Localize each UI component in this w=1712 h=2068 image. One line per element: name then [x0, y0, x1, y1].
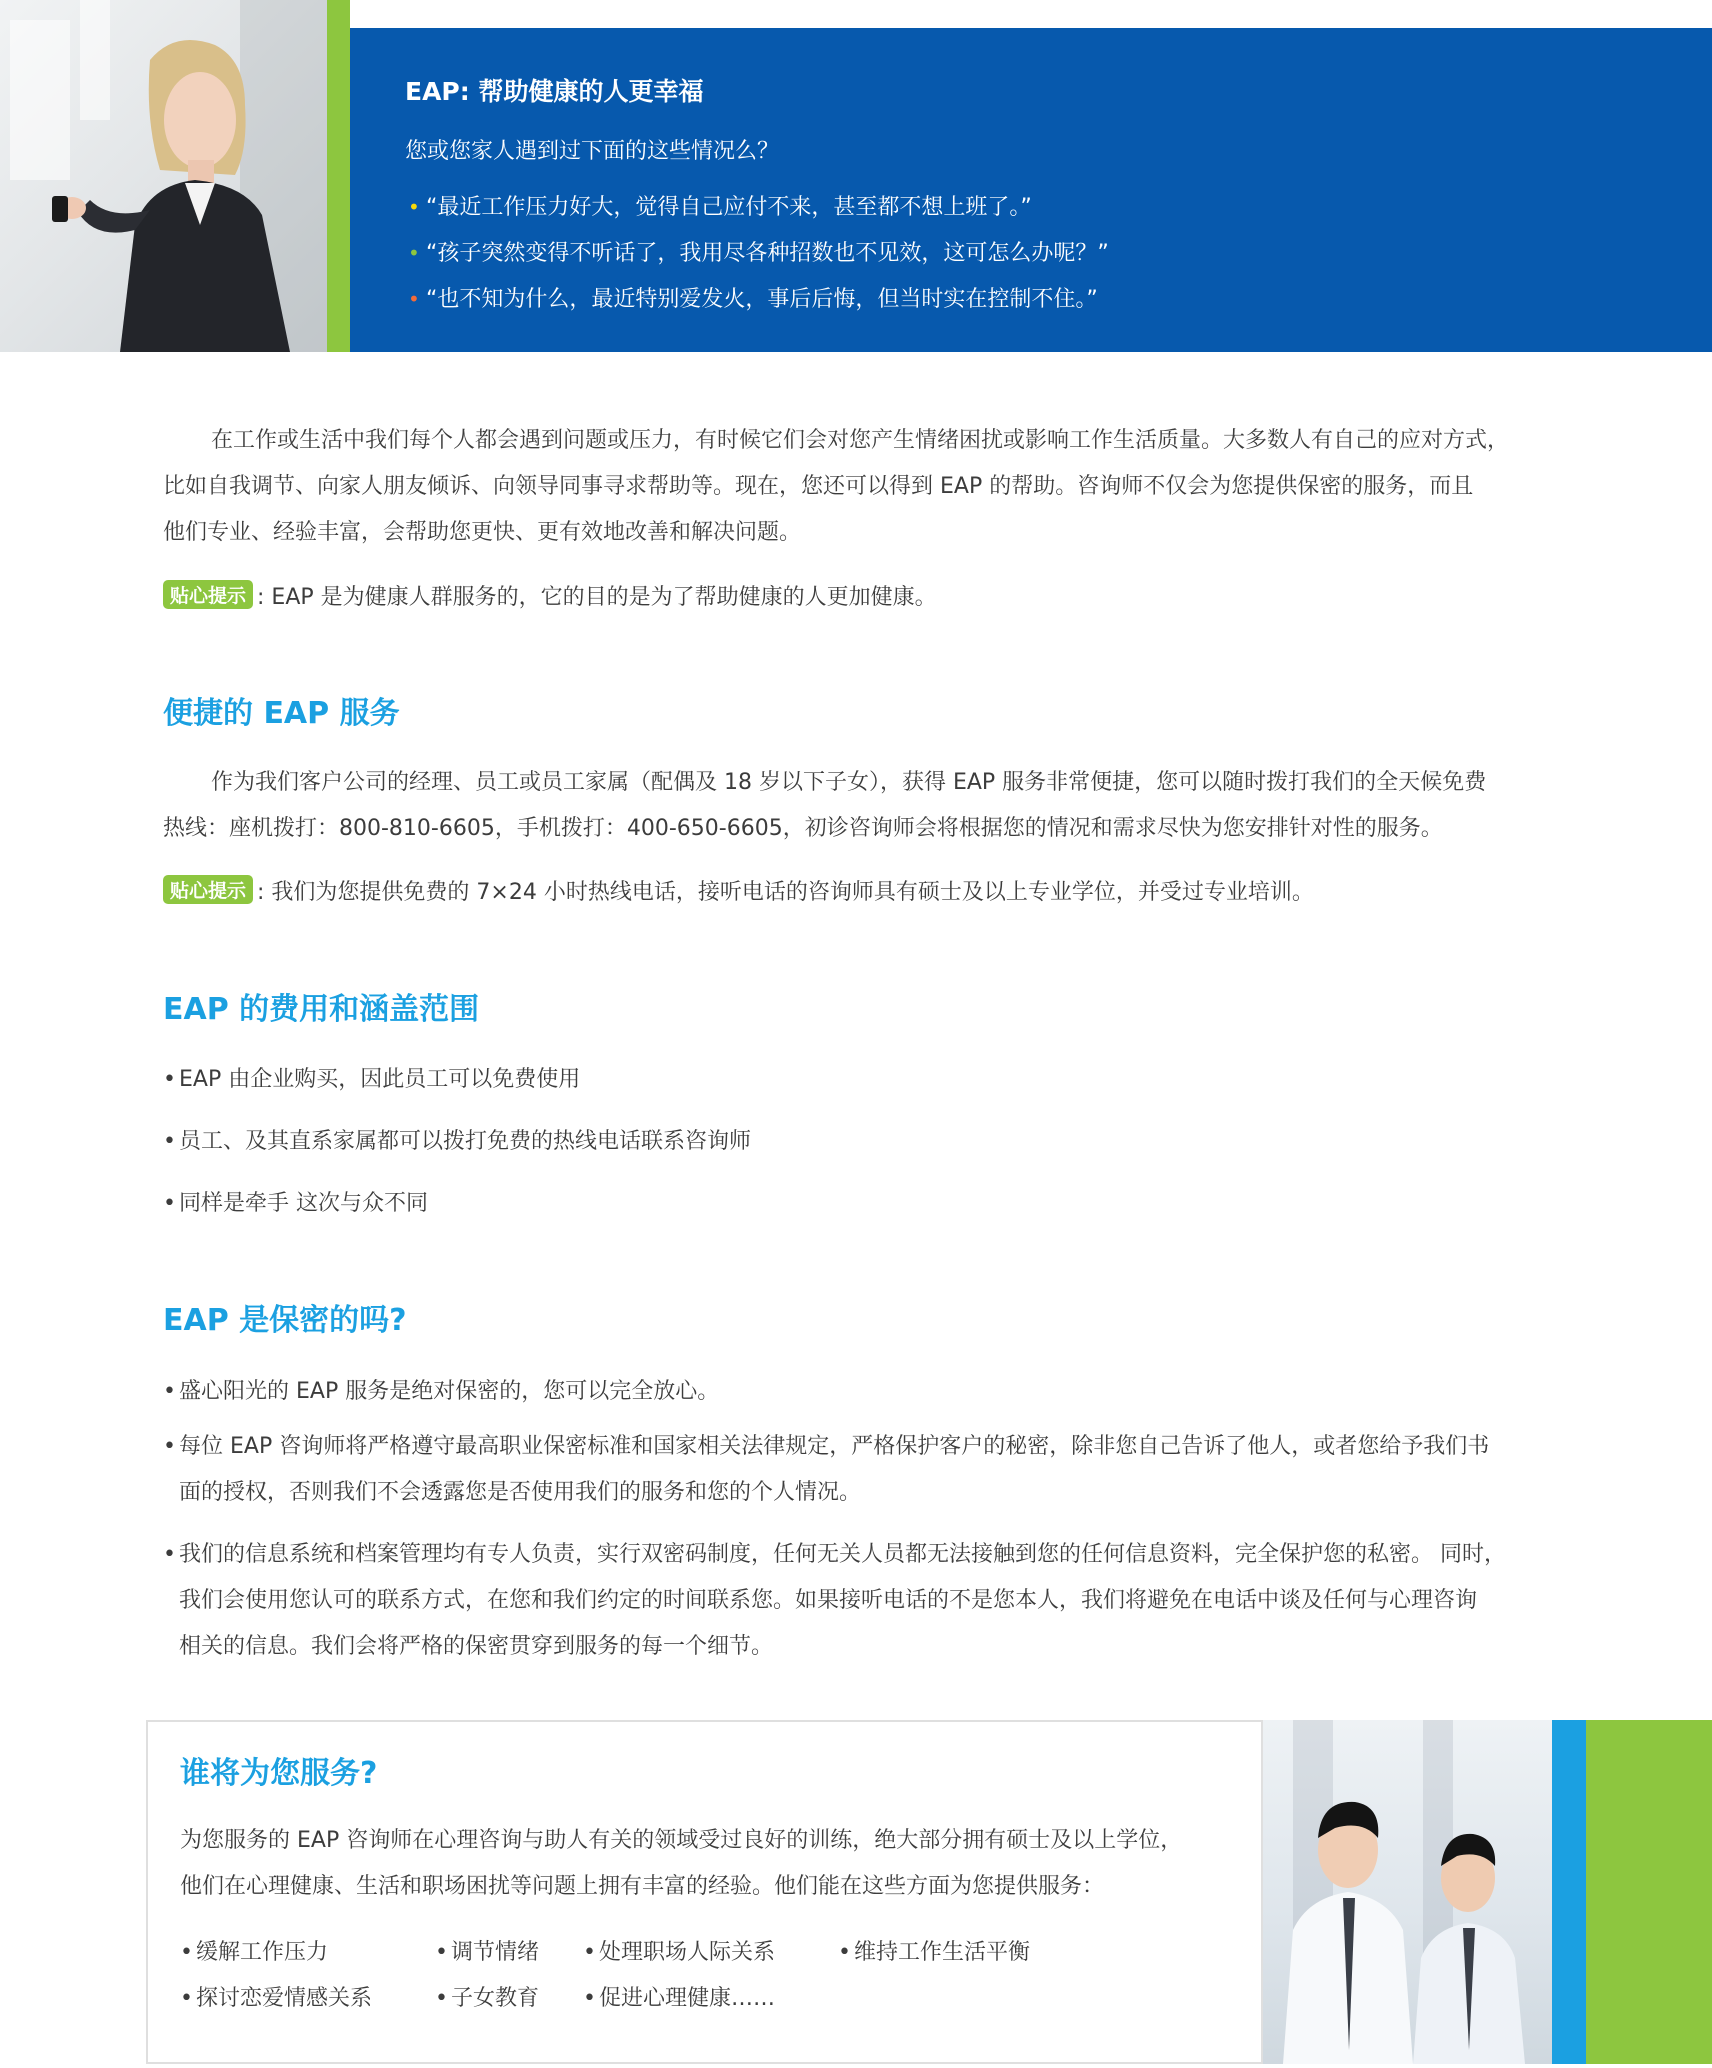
bullet-dot-icon: • [838, 1940, 851, 1965]
section-title-coverage: EAP 的费用和涵盖范围 [163, 992, 480, 1027]
list-item-text: 我们的信息系统和档案管理均有专人负责，实行双密码制度，任何无关人员都无法接触到您的任何信息资料，完全保护您的私密。 同时， [179, 1542, 1506, 1567]
providers-photo-businessmen [1263, 1720, 1552, 2064]
service-line: 作为我们客户公司的经理、员工或员工家属（配偶及 18 岁以下子女），获得 EAP 服务非常便捷，您可以随时拨打我们的全天候免费 [211, 770, 1487, 795]
service-paragraph [163, 760, 1563, 852]
service-item [180, 1981, 372, 2012]
section-title-confidential: EAP 是保密的吗? [163, 1303, 407, 1338]
service-item-text: 维持工作生活平衡 [854, 1940, 1031, 1965]
intro-line: 他们专业、经验丰富，会帮助您更快、更有效地改善和解决问题。 [163, 520, 802, 545]
service-item-text: 缓解工作压力 [196, 1940, 329, 1965]
list-item-text: 相关的信息。我们会将严格的保密贯穿到服务的每一个细节。 [179, 1634, 774, 1659]
intro-line: 比如自我调节、向家人朋友倾诉、向领导同事寻求帮助等。现在，您还可以得到 EAP 的帮助。咨询师不仅会为您提供保密的服务，而且 [163, 474, 1474, 499]
providers-line: 为您服务的 EAP 咨询师在心理咨询与助人有关的领域受过良好的训练，绝大部分拥有硕士及以上学位， [180, 1828, 1183, 1853]
hero-bullet-text: “最近工作压力好大，觉得自己应付不来，甚至都不想上班了。” [426, 195, 1032, 220]
bullet-dot-icon: • [435, 1986, 448, 2011]
bullet-dot-icon: • [583, 1986, 596, 2011]
tip-badge: 贴心提示 [163, 875, 253, 904]
businessmen-illustration [1263, 1720, 1552, 2064]
bullet-dot-icon: • [163, 1067, 176, 1092]
hero-bullet [408, 282, 1098, 313]
bullet-dot-icon: • [180, 1940, 193, 1965]
hero-bullet [408, 190, 1032, 221]
service-item [583, 1935, 775, 1966]
list-item [163, 1062, 580, 1093]
hero-bullet-text: “也不知为什么，最近特别爱发火，事后后悔，但当时实在控制不住。” [426, 287, 1098, 312]
service-line: 热线：座机拨打：800-810-6605，手机拨打：400-650-6605，初诊咨询师会将根据您的情况和需求尽快为您安排针对性的服务。 [163, 816, 1443, 841]
bullet-dot-icon: • [163, 1542, 176, 1567]
list-item-text: 同样是牵手 这次与众不同 [179, 1191, 428, 1216]
list-item-text: EAP 由企业购买，因此员工可以免费使用 [179, 1067, 581, 1092]
bullet-dot-icon: • [408, 195, 420, 219]
tip-badge: 贴心提示 [163, 580, 253, 609]
bullet-dot-icon: • [583, 1940, 596, 1965]
hero-photo-businesswoman [0, 0, 327, 352]
intro-paragraph [163, 418, 1563, 556]
bullet-dot-icon: • [408, 287, 420, 311]
hero-bullet [408, 236, 1109, 267]
service-item-text: 调节情绪 [451, 1940, 540, 1965]
providers-blue-stripe [1552, 1720, 1586, 2064]
list-item-text: 盛心阳光的 EAP 服务是绝对保密的，您可以完全放心。 [179, 1379, 720, 1404]
list-item-text: 我们会使用您认可的联系方式，在您和我们约定的时间联系您。如果接听电话的不是您本人，我们将避免在电话中谈及任何与心理咨询 [179, 1588, 1478, 1613]
service-tip [163, 875, 1314, 906]
tip-text: : 我们为您提供免费的 7×24 小时热线电话，接听电话的咨询师具有硕士及以上专业学位，并受过专业培训。 [257, 880, 1314, 905]
section-title-providers: 谁将为您服务? [180, 1756, 378, 1791]
list-item-text: 面的授权，否则我们不会透露您是否使用我们的服务和您的个人情况。 [179, 1480, 862, 1505]
section-title-service: 便捷的 EAP 服务 [163, 696, 400, 731]
service-item [838, 1935, 1030, 1966]
service-item [583, 1981, 775, 2012]
bullet-dot-icon: • [180, 1986, 193, 2011]
intro-tip [163, 580, 937, 611]
bullet-dot-icon: • [163, 1129, 176, 1154]
businesswoman-illustration [0, 0, 327, 352]
bullet-dot-icon: • [163, 1434, 176, 1459]
providers-line: 他们在心理健康、生活和职场困扰等问题上拥有丰富的经验。他们能在这些方面为您提供服务： [180, 1874, 1105, 1899]
list-item [163, 1374, 719, 1405]
list-item [163, 1532, 1563, 1670]
service-item-text: 子女教育 [451, 1986, 540, 2011]
bullet-dot-icon: • [435, 1940, 448, 1965]
hero-question: 您或您家人遇到过下面的这些情况么？ [405, 139, 780, 164]
providers-paragraph [180, 1818, 1240, 1910]
hero-green-stripe [327, 0, 350, 352]
list-item [163, 1186, 428, 1217]
tip-text: : EAP 是为健康人群服务的，它的目的是为了帮助健康的人更加健康。 [257, 585, 937, 610]
hero-bullet-text: “孩子突然变得不听话了，我用尽各种招数也不见效，这可怎么办呢？” [426, 241, 1109, 266]
list-item [163, 1424, 1563, 1516]
intro-line: 在工作或生活中我们每个人都会遇到问题或压力，有时候它们会对您产生情绪困扰或影响工作生活质量。大多数人有自己的应对方式， [211, 428, 1510, 453]
bullet-dot-icon: • [408, 241, 420, 265]
list-item-text: 员工、及其直系家属都可以拨打免费的热线电话联系咨询师 [179, 1129, 752, 1154]
service-item [435, 1935, 539, 1966]
bullet-dot-icon: • [163, 1191, 176, 1216]
hero-title: EAP: 帮助健康的人更幸福 [405, 77, 704, 106]
service-item-text: 促进心理健康…… [599, 1986, 776, 2011]
bullet-dot-icon: • [163, 1379, 176, 1404]
service-item [435, 1981, 539, 2012]
providers-green-stripe [1586, 1720, 1712, 2064]
list-item-text: 每位 EAP 咨询师将严格遵守最高职业保密标准和国家相关法律规定，严格保护客户的秘密，除非您自己告诉了他人，或者您给予我们书 [179, 1434, 1490, 1459]
service-item-text: 探讨恋爱情感关系 [196, 1986, 373, 2011]
list-item [163, 1124, 751, 1155]
service-item-text: 处理职场人际关系 [599, 1940, 776, 1965]
service-item [180, 1935, 328, 1966]
